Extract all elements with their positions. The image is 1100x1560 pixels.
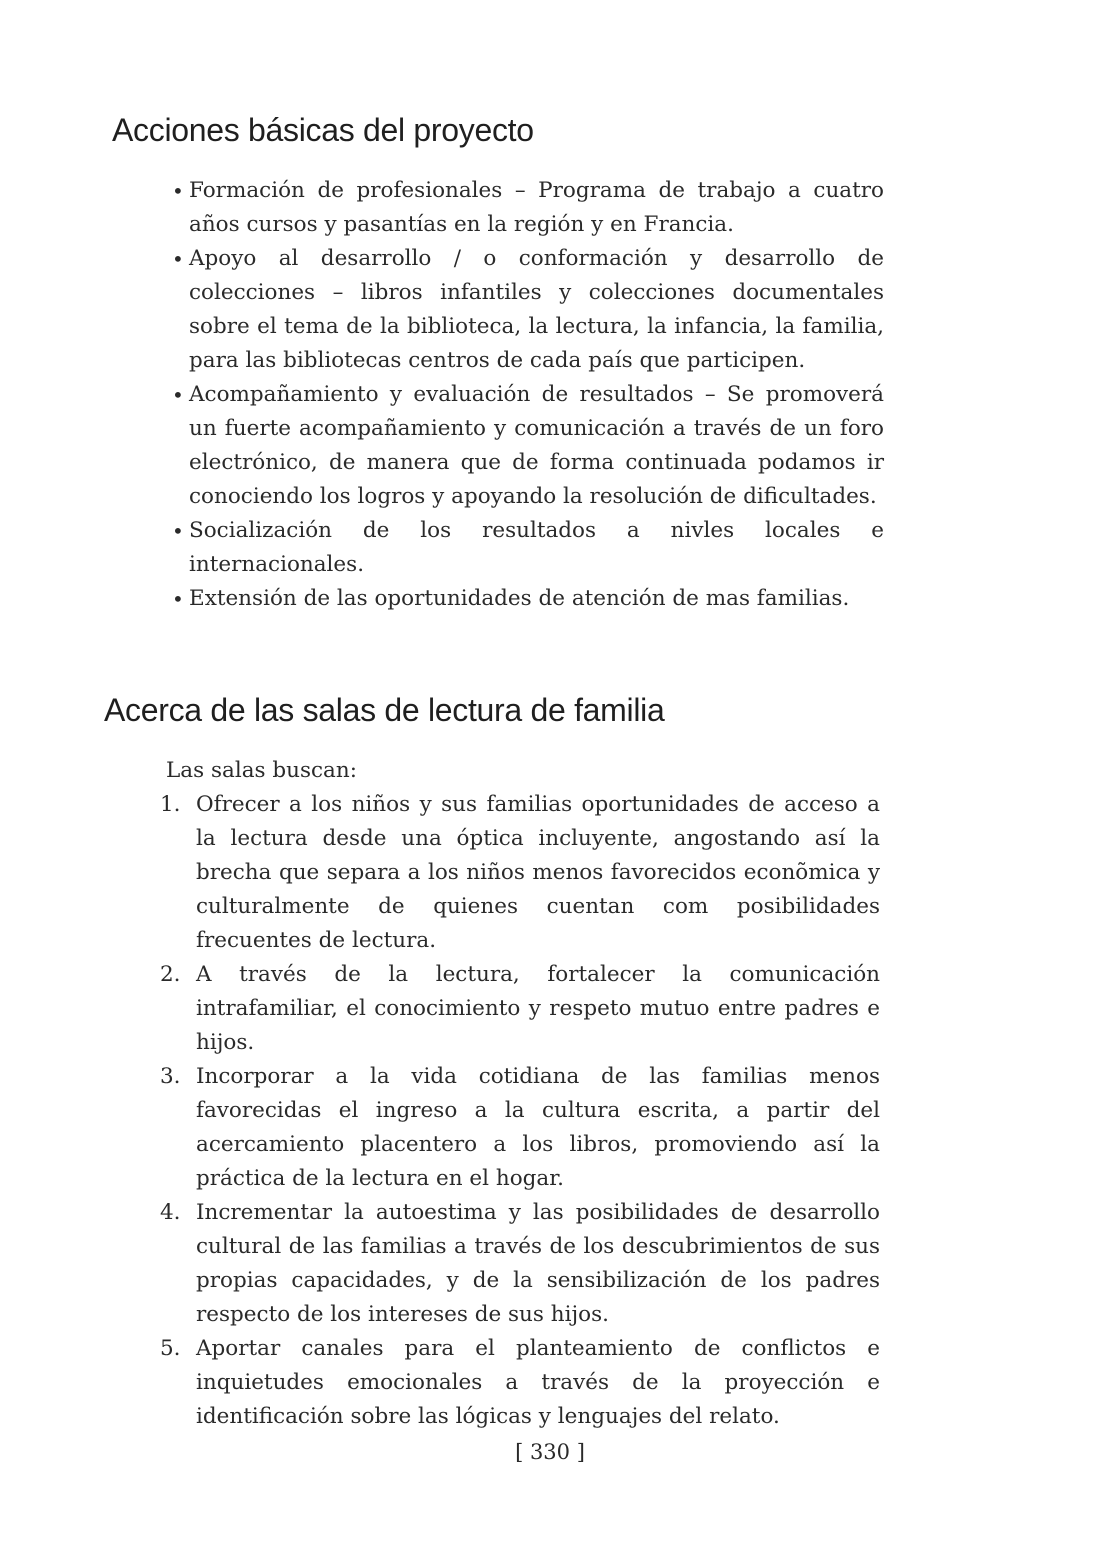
item-number: 3. — [160, 1064, 181, 1089]
acciones-bullet-list — [172, 174, 884, 616]
item-text: Ofrecer a los niños y sus familias oportunidades de acceso a la lectura desde una óptica incluyente, angostando así la brecha que separa a los niños menos favorecidos econõmica y culturalmente de quienes cuentan com posibilidades frecuentes de lectura. — [196, 792, 880, 953]
item-text: A través de la lectura, fortalecer la comunicación intrafamiliar, el conocimiento y respeto mutuo entre padres e hijos. — [196, 962, 880, 1055]
bullet-item: • Socialización de los resultados a nivles locales e internacionales. — [172, 514, 884, 582]
intro-text: Las salas buscan: — [166, 758, 357, 783]
item-text: Incorporar a la vida cotidiana de las familias menos favorecidas el ingreso a la cultura escrita, a partir del acercamiento placentero a los libros, promoviendo así la práctica de la lectura en el hogar. — [196, 1064, 880, 1191]
numbered-item — [160, 788, 880, 958]
bullet-item: • Extensión de las oportunidades de atención de mas familias. — [172, 582, 884, 616]
item-text: Incrementar la autoestima y las posibilidades de desarrollo cultural de las familias a través de los descubrimientos de sus propias capacidades, y de la sensibilización de los padres respecto de los intereses de sus hijos. — [196, 1200, 880, 1327]
item-number: 4. — [160, 1200, 181, 1225]
page-number: [ 330 ] — [515, 1440, 585, 1464]
bullet-item: • Formación de profesionales – Programa de trabajo a cuatro años cursos y pasantías en la región y en Francia. — [172, 174, 884, 242]
numbered-item — [160, 958, 880, 1060]
item-text: Aportar canales para el planteamiento de conflictos e inquietudes emocionales a través de la proyección e identificación sobre las lógicas y lenguajes del relato. — [196, 1336, 880, 1429]
numbered-item — [160, 1196, 880, 1332]
numbered-item — [160, 1060, 880, 1196]
section-heading-acciones: Acciones básicas del proyecto — [112, 112, 534, 148]
salas-numbered-list — [160, 788, 880, 1434]
bullet-item: • Acompañamiento y evaluación de resultados – Se promoverá un fuerte acompañamiento y comunicación a través de un foro electrónico, de manera que de forma continuada podamos ir conociendo los logros y apoyando la resolución de dificultades. — [172, 378, 884, 514]
item-number: 1. — [160, 792, 181, 817]
item-number: 2. — [160, 962, 181, 987]
section-heading-acerca: Acerca de las salas de lectura de familia — [104, 692, 665, 728]
item-number: 5. — [160, 1336, 181, 1361]
numbered-item — [160, 1332, 880, 1434]
bullet-item: • Apoyo al desarrollo / o conformación y desarrollo de colecciones – libros infantiles y colecciones documentales sobre el tema de la biblioteca, la lectura, la infancia, la familia, para las bibliotecas centros de cada país que participen. — [172, 242, 884, 378]
